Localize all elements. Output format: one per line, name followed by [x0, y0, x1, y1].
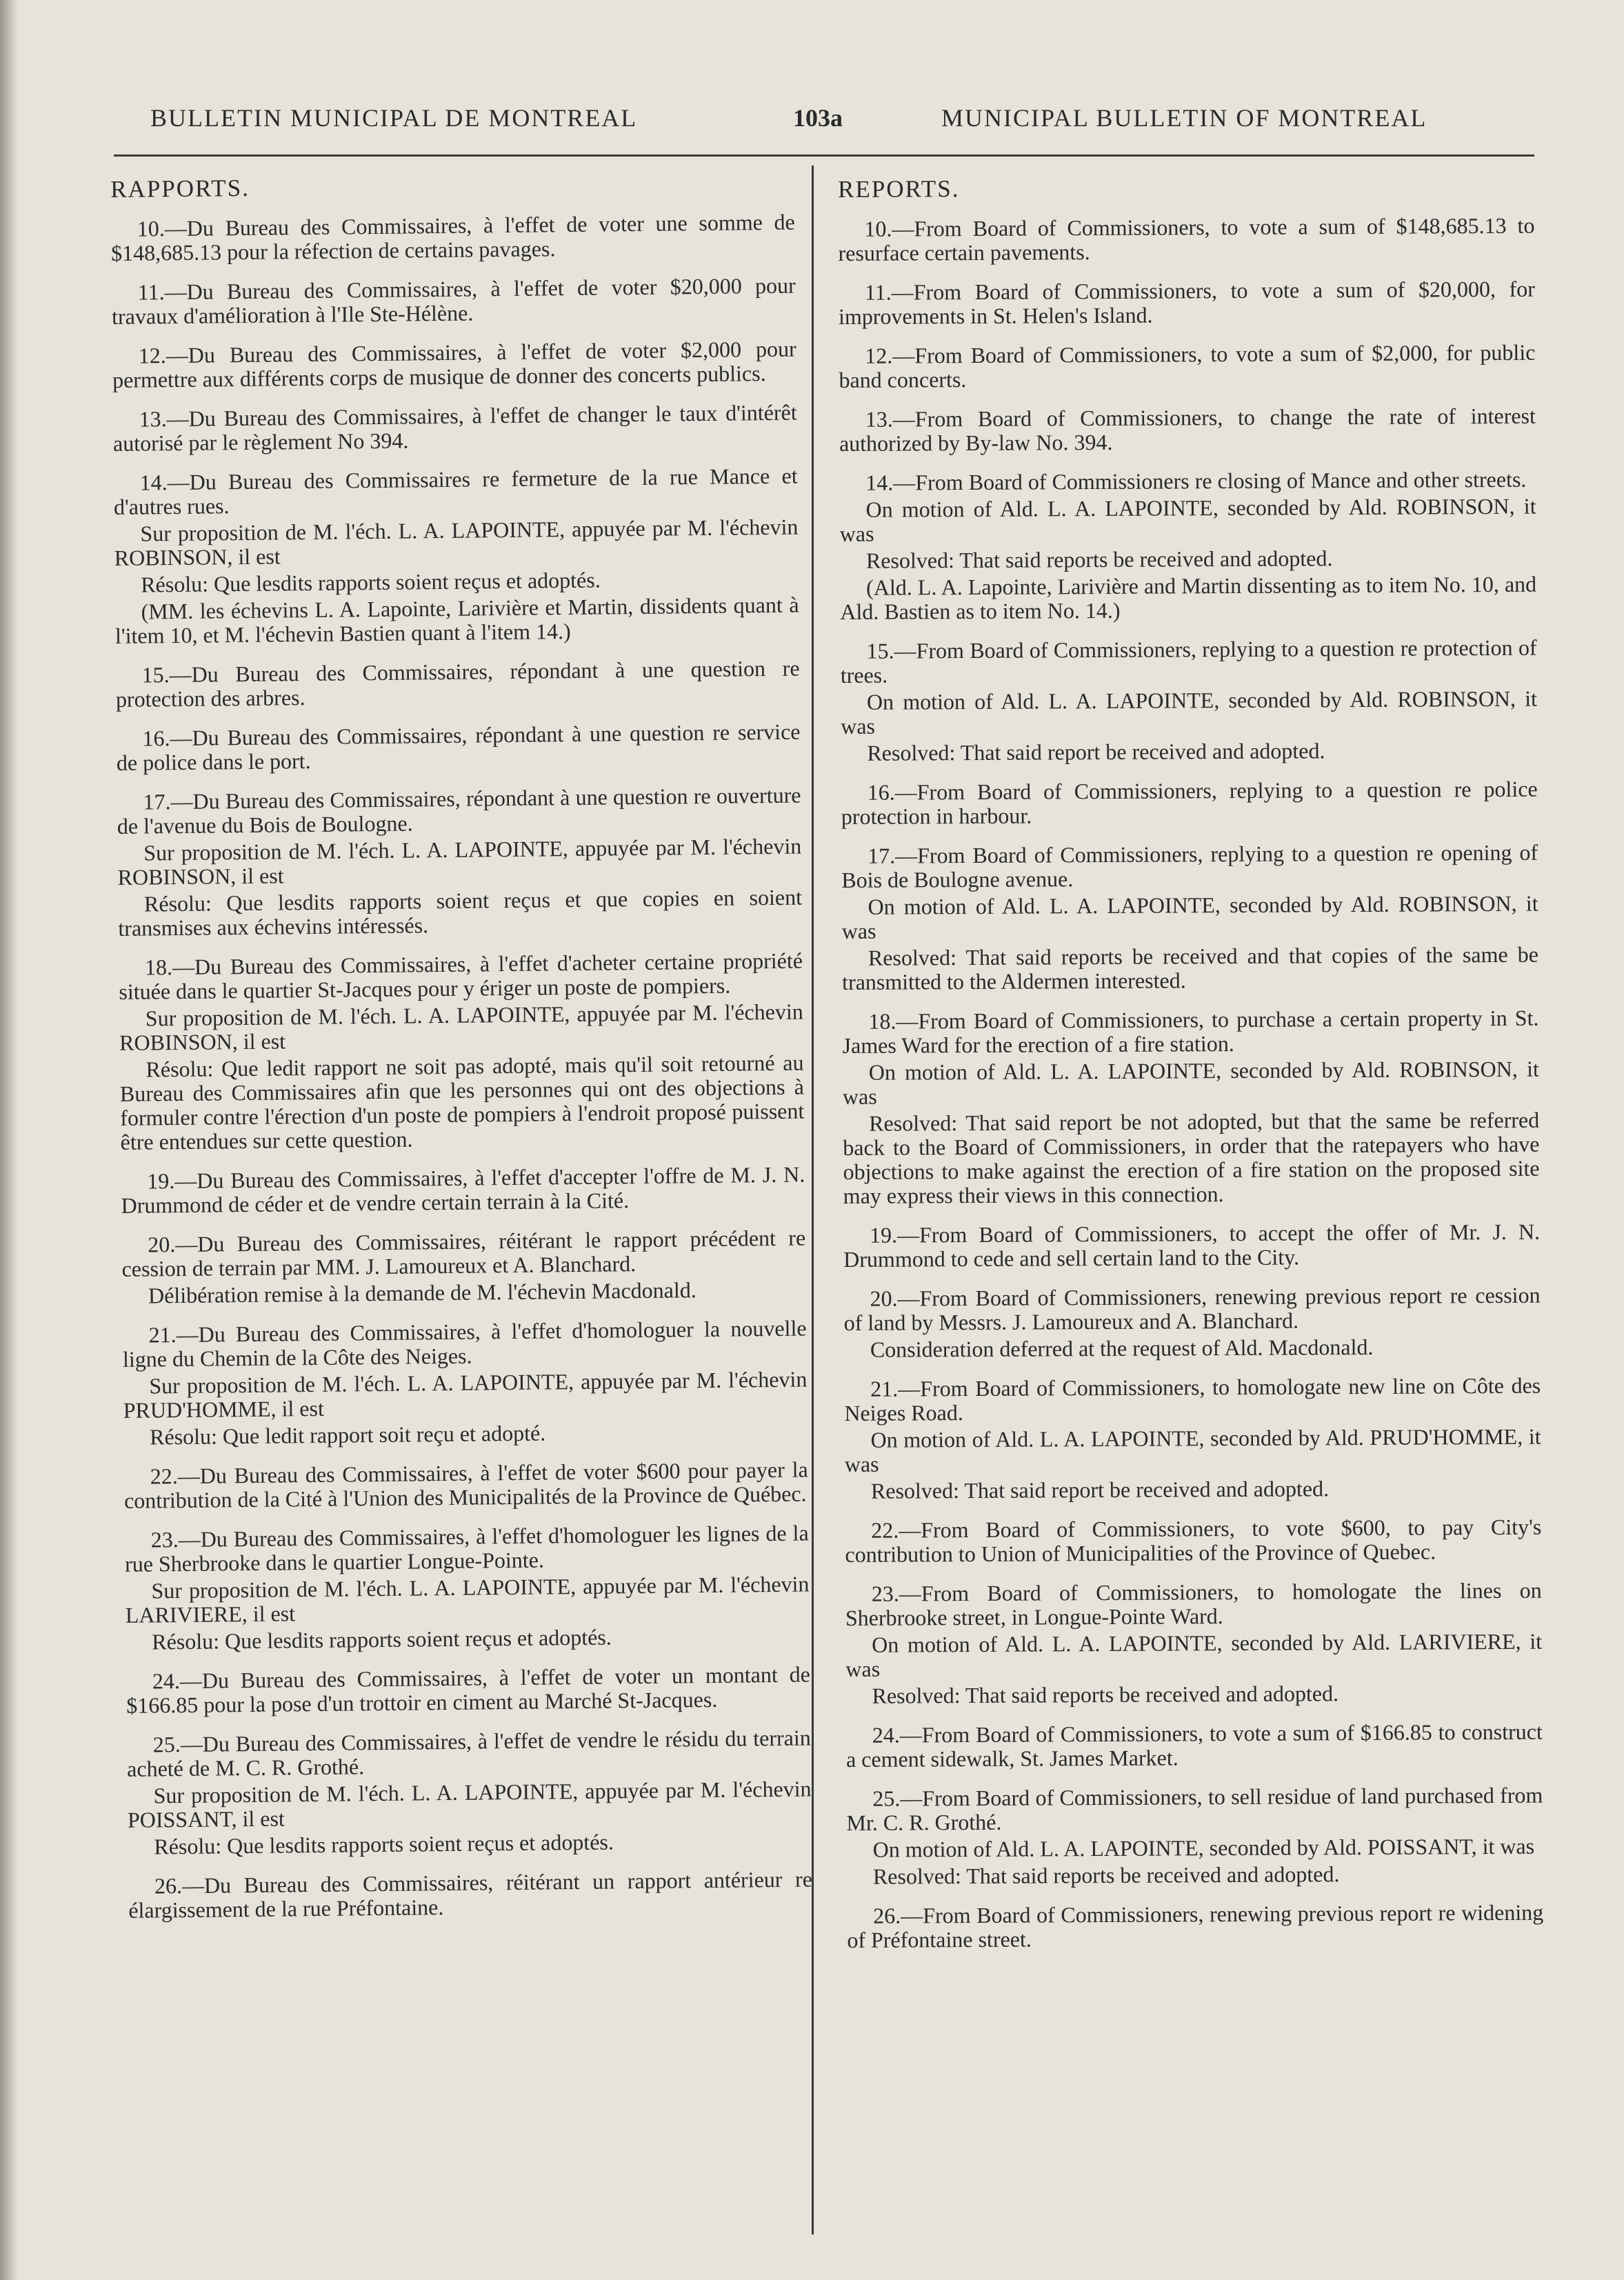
- french-report-item: 22.—Du Bureau des Commissaires, à l'effet de voter $600 pour payer la contribution de la Cité à l'Union des Municipalités de la Province de Québec.: [123, 1457, 808, 1513]
- french-paragraph: Sur proposition de M. l'éch. L. A. LAPOINTE, appuyée par M. l'échevin POISSANT, il est: [127, 1776, 812, 1832]
- english-paragraph: Resolved: That said report be not adopted, but that the same be referred back to the Board of Commissioners, in order that the ratepayers who have objections to make against the erection of a fire station on the proposed site may express their views in this connection.: [843, 1107, 1540, 1208]
- french-report-item: 23.—Du Bureau des Commissaires, à l'effet d'homologuer les lignes de la rue Sherbrooke dans le quartier Longue-Pointe.: [124, 1520, 809, 1577]
- english-paragraph: On motion of Ald. L. A. LAPOINTE, seconded by Ald. ROBINSON, it was: [839, 493, 1536, 546]
- english-report-item: 23.—From Board of Commissioners, to homologate the lines on Sherbrooke street, in Longue-Pointe Ward.: [845, 1577, 1542, 1630]
- french-report-item: 20.—Du Bureau des Commissaires, réitérant le rapport précédent re cession de terrain par MM. J. Lamoureux et A. Blanchard.: [121, 1225, 806, 1281]
- french-report-item: 26.—Du Bureau des Commissaires, réitérant un rapport antérieur re élargissement de la rue Préfontaine.: [128, 1866, 813, 1923]
- french-paragraph: Sur proposition de M. l'éch. L. A. LAPOINTE, appuyée par M. l'échevin ROBINSON, il est: [117, 833, 802, 890]
- english-report-item: 21.—From Board of Commissioners, to homologate new line on Côte des Neiges Road.: [844, 1372, 1541, 1426]
- english-paragraph: Resolved: That said reports be received and adopted.: [872, 1681, 1339, 1708]
- french-paragraph: Sur proposition de M. l'éch. L. A. LAPOINTE, appuyée par M. l'échevin ROBINSON, il est: [119, 999, 803, 1055]
- french-paragraph: Résolu: Que lesdits rapports soient reçus et adoptés.: [152, 1624, 612, 1654]
- english-report-item: 11.—From Board of Commissioners, to vote a sum of $20,000, for improvements in St. Helen's Island.: [838, 276, 1535, 329]
- english-paragraph: On motion of Ald. L. A. LAPOINTE, seconded by Ald. LARIVIERE, it was: [845, 1628, 1543, 1681]
- french-paragraph: Résolu: Que ledit rapport ne soit pas adopté, mais qu'il soit retourné au Bureau des Commissaires afin que les personnes qui ont des objections à formuler contre l'érection d'un poste de pompiers à l'endroit proposé puissent être entendues sur cette question.: [119, 1050, 805, 1154]
- header-title-french: BULLETIN MUNICIPAL DE MONTREAL: [150, 104, 638, 132]
- english-report-item: 26.—From Board of Commissioners, renewing previous report re widening of Préfontaine street.: [847, 1899, 1544, 1952]
- french-report-item: 14.—Du Bureau des Commissaires re fermeture de la rue Mance et d'autres rues.: [113, 463, 798, 519]
- english-paragraph: Resolved: That said report be received and adopted.: [870, 1476, 1330, 1503]
- page-number: 103a: [793, 104, 843, 132]
- english-report-item: 20.—From Board of Commissioners, renewing previous report re cession of land by Messrs. J. Lamoureux and A. Blanchard.: [843, 1282, 1541, 1335]
- english-report-item: 15.—From Board of Commissioners, replying to a question re protection of trees.: [840, 634, 1537, 688]
- french-paragraph: Sur proposition de M. l'éch. L. A. LAPOINTE, appuyée par M. l'échevin PRUD'HOMME, il est: [123, 1366, 808, 1423]
- french-paragraph: Résolu: Que lesdits rapports soient reçus et adoptés.: [141, 567, 601, 597]
- french-column: [110, 169, 812, 1923]
- english-paragraph: Resolved: That said reports be received and that copies of the same be transmitted to the Aldermen interested.: [842, 941, 1539, 994]
- french-report-item: 13.—Du Bureau des Commissaires, à l'effet de changer le taux d'intérêt autorisé par le règlement No 394.: [112, 399, 797, 456]
- english-paragraph: On motion of Ald. L. A. LAPOINTE, seconded by Ald. POISSANT, it was: [872, 1833, 1535, 1862]
- french-report-item: 16.—Du Bureau des Commissaires, répondant à une question re service de police dans le port.: [116, 719, 801, 775]
- english-column: [838, 172, 1543, 1952]
- english-paragraph: On motion of Ald. L. A. LAPOINTE, seconded by Ald. PRUD'HOMME, it was: [844, 1423, 1541, 1477]
- french-report-item: 25.—Du Bureau des Commissaires, à l'effet de vendre le résidu du terrain acheté de M. C. R. Grothé.: [127, 1725, 811, 1781]
- english-report-item: 10.—From Board of Commissioners, to vote a sum of $148,685.13 to resurface certain pavements.: [838, 212, 1535, 266]
- french-paragraph: Résolu: Que lesdits rapports soient reçus et que copies en soient transmises aux échevins intéressés.: [118, 884, 803, 941]
- english-report-item: 17.—From Board of Commissioners, replying to a question re opening of Bois de Boulogne avenue.: [841, 839, 1538, 892]
- column-divider: [812, 166, 814, 2234]
- english-report-item: 12.—From Board of Commissioners, to vote a sum of $2,000, for public band concerts.: [839, 339, 1536, 392]
- english-report-item: 19.—From Board of Commissioners, to accept the offer of Mr. J. N. Drummond to cede and sell certain land to the City.: [843, 1219, 1541, 1272]
- french-paragraph: Résolu: Que ledit rapport soit reçu et adopté.: [149, 1420, 546, 1450]
- english-paragraph: (Ald. L. A. Lapointe, Larivière and Martin dissenting as to item No. 10, and Ald. Bastien as to item No. 14.): [840, 571, 1537, 624]
- french-report-item: 21.—Du Bureau des Commissaires, à l'effet d'homologuer la nouvelle ligne du Chemin de la Côte des Neiges.: [122, 1315, 807, 1372]
- english-paragraph: Resolved: That said reports be received and adopted.: [865, 546, 1333, 573]
- english-report-item: 13.—From Board of Commissioners, to change the rate of interest authorized by By-law No. 394.: [839, 403, 1536, 456]
- english-column-heading: REPORTS.: [838, 175, 960, 203]
- french-report-item: 24.—Du Bureau des Commissaires, à l'effet de voter un montant de $166.85 pour la pose d'un trottoir en ciment au Marché St-Jacques.: [126, 1661, 810, 1718]
- french-report-item: 10.—Du Bureau des Commissaires, à l'effet de voter une somme de $148,685.13 pour la réfection de certains pavages.: [110, 209, 795, 266]
- french-report-item: 12.—Du Bureau des Commissaires, à l'effet de voter $2,000 pour permettre aux différents corps de musique de donner des concerts publics.: [112, 336, 796, 392]
- english-paragraph: Consideration deferred at the request of Ald. Macdonald.: [870, 1334, 1374, 1362]
- english-paragraph: Resolved: That said reports be received and adopted.: [872, 1861, 1340, 1889]
- french-paragraph: (MM. les échevins L. A. Lapointe, Larivière et Martin, dissidents quant à l'item 10, et M. l'échevin Bastien quant à l'item 14.): [114, 592, 799, 648]
- french-paragraph: Délibération remise à la demande de M. l'échevin Macdonald.: [148, 1277, 696, 1308]
- french-report-item: 17.—Du Bureau des Commissaires, répondant à une question re ouverture de l'avenue du Bois de Boulogne.: [117, 782, 801, 839]
- english-paragraph: Resolved: That said report be received and adopted.: [867, 738, 1325, 766]
- english-report-item: 18.—From Board of Commissioners, to purchase a certain property in St. James Ward for the erection of a fire station.: [842, 1005, 1539, 1058]
- page-header: [0, 103, 1624, 138]
- page-spine-shadow: [0, 0, 18, 2280]
- french-report-item: 15.—Du Bureau des Commissaires, répondant à une question re protection des arbres.: [115, 655, 800, 712]
- english-paragraph: On motion of Ald. L. A. LAPOINTE, seconded by Ald. ROBINSON, it was: [842, 1056, 1539, 1109]
- header-title-english: MUNICIPAL BULLETIN OF MONTREAL: [941, 104, 1427, 132]
- english-paragraph: On motion of Ald. L. A. LAPOINTE, seconded by Ald. ROBINSON, it was: [841, 686, 1538, 739]
- english-report-item: 25.—From Board of Commissioners, to sell residue of land purchased from Mr. C. R. Grothé.: [846, 1782, 1543, 1835]
- english-report-item: 14.—From Board of Commissioners re closing of Mance and other streets.: [865, 466, 1527, 495]
- english-report-item: 16.—From Board of Commissioners, replying to a question re police protection in harbour.: [841, 776, 1538, 829]
- english-paragraph: On motion of Ald. L. A. LAPOINTE, seconded by Ald. ROBINSON, it was: [841, 890, 1538, 943]
- french-paragraph: Résolu: Que lesdits rapports soient reçus et adoptés.: [154, 1829, 614, 1859]
- english-report-item: 24.—From Board of Commissioners, to vote a sum of $166.85 to construct a cement sidewalk, St. James Market.: [845, 1719, 1543, 1772]
- french-report-item: 11.—Du Bureau des Commissaires, à l'effet de voter $20,000 pour travaux d'amélioration à l'Ile Ste-Hélène.: [111, 272, 796, 329]
- french-column-heading: RAPPORTS.: [110, 174, 250, 203]
- french-paragraph: Sur proposition de M. l'éch. L. A. LAPOINTE, appuyée par M. l'échevin ROBINSON, il est: [114, 514, 799, 570]
- french-report-item: 18.—Du Bureau des Commissaires, à l'effet d'acheter certaine propriété située dans le quartier St-Jacques pour y ériger un poste de pompiers.: [119, 948, 803, 1004]
- english-report-item: 22.—From Board of Commissioners, to vote $600, to pay City's contribution to Union of Municipalities of the Province of Quebec.: [845, 1514, 1542, 1567]
- header-rule: [114, 154, 1534, 157]
- french-paragraph: Sur proposition de M. l'éch. L. A. LAPOINTE, appuyée par M. l'échevin LARIVIERE, il est: [125, 1571, 810, 1628]
- french-report-item: 19.—Du Bureau des Commissaires, à l'effet d'accepter l'offre de M. J. N. Drummond de céder et de vendre certain terrain à la Cité.: [121, 1161, 805, 1218]
